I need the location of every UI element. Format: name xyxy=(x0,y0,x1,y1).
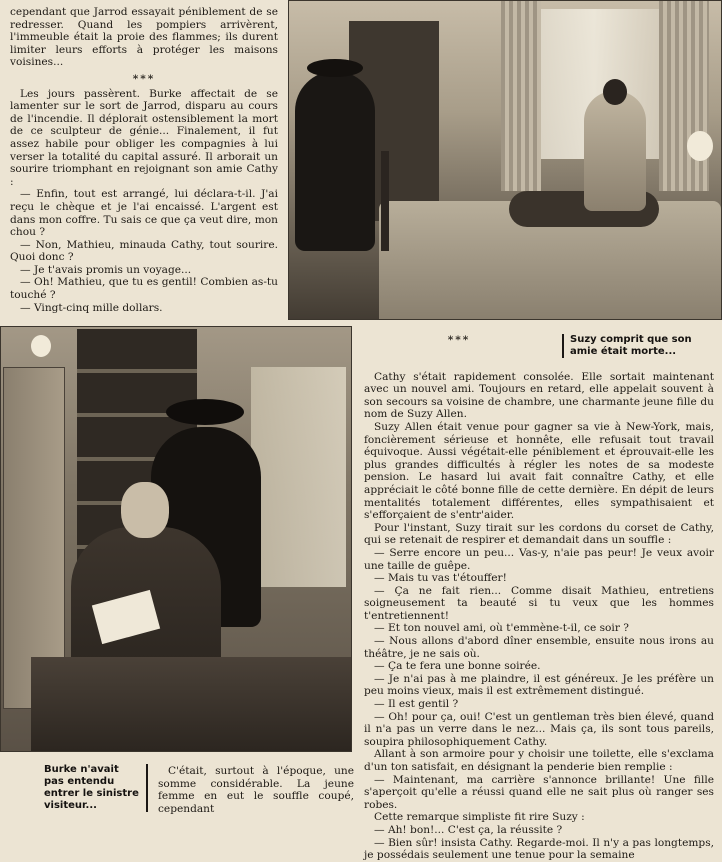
curtain xyxy=(659,1,709,191)
paragraph: Allant à son armoire pour y choisir une toilette, elle s'exclama d'un ton satisfait, en désignant la penderie bien remplie : xyxy=(364,748,714,773)
paragraph: Pour l'instant, Suzy tirait sur les cordons du corset de Cathy, qui se retenait de respirer et demandait dans un souffle : xyxy=(364,521,714,547)
hat xyxy=(307,59,363,77)
photo-study-scene xyxy=(0,326,352,752)
bed-headboard xyxy=(381,151,389,251)
lamp xyxy=(687,131,713,161)
paragraph: — Et ton nouvel ami, où t'emmène-t-il, ce soir ? xyxy=(374,622,629,635)
paragraph: — Je t'avais promis un voyage... xyxy=(20,263,192,276)
text-column-top-left xyxy=(10,6,278,318)
cloaked-figure xyxy=(295,71,375,251)
paragraph: — Vingt-cinq mille dollars. xyxy=(20,301,163,314)
paragraph: — Bien sûr! insista Cathy. Regarde-moi. Il n'y a pas longtemps, je possédais seulement une tenue pour la semaine xyxy=(364,836,714,862)
paragraph: — Je n'ai pas à me plaindre, il est généreux. Je les préfère un peu moins vieux, mais il est extrêmement distingué. xyxy=(364,672,714,698)
paragraph: — Ça te fera une bonne soirée. xyxy=(374,660,541,673)
paragraph: — Ça ne fait rien... Comme disait Mathieu, entretiens soigneusement ta beauté si tu veux que les hommes t'entretiennent! xyxy=(364,584,714,622)
caption-text: Suzy comprit que son amie était morte... xyxy=(570,334,692,357)
woman-head xyxy=(603,79,627,105)
intruder-hat xyxy=(166,399,244,425)
paragraph: — Maintenant, ma carrière s'annonce brillante! Une fille s'aperçoit qu'elle a réussi quand elle ne sait plus où ranger ses robes. xyxy=(364,773,714,811)
text-column-right xyxy=(364,330,714,862)
window xyxy=(251,367,346,587)
paragraph: — Enfin, tout est arrangé, lui déclara-t-il. J'ai reçu le chèque et je l'ai encaissé. L'argent est dans mon coffre. Tu sais ce que ça veut dire, mon chou ? xyxy=(10,188,278,239)
paragraph: C'était, surtout à l'époque, une somme considérable. La jeune femme en eut le souffle coupé, cependant xyxy=(158,765,354,815)
paragraph: — Mais tu vas t'étouffer! xyxy=(374,572,507,585)
paragraph: — Serre encore un peu... Vas-y, n'aie pas peur! Je veux avoir une taille de guêpe. xyxy=(364,546,714,572)
paragraph: Les jours passèrent. Burke affectait de se lamenter sur le sort de Jarrod, disparu au cours de l'incendie. Il déplorait ostensiblement la mort de ce sculpteur de génie... Finalement, il fut assez habile pour obliger les compagnies à lui verser la totalité du capital assuré. Il arborait un sourire triomphant en rejoignant son amie Cathy : xyxy=(10,87,278,188)
paragraph: — Il est gentil ? xyxy=(374,698,459,711)
photo-caption xyxy=(44,764,148,812)
paragraph: — Non, Mathieu, minauda Cathy, tout sourire. Quoi donc ? xyxy=(10,238,278,264)
paragraph: — Oh! pour ça, oui! C'est un gentleman très bien élevé, quand il n'a pas un verre dans le nez... Mais ça, ils sont tous pareils, soupira philosophiquement Cathy. xyxy=(364,710,714,748)
paragraph: Cathy s'était rapidement consolée. Elle sortait maintenant avec un nouvel ami. Toujours en retard, elle appelait souvent à son secours sa voisine de chambre, une charmante jeune fille du nom de Suzy Allen. xyxy=(364,370,714,421)
section-separator: *** xyxy=(447,334,471,346)
photo-bedroom-scene xyxy=(288,0,722,320)
text-column-bottom-middle xyxy=(158,765,354,815)
paragraph: — Nous allons d'abord dîner ensemble, ensuite nous irons au théâtre, je ne sais où. xyxy=(364,635,714,660)
paragraph: — Oh! Mathieu, que tu es gentil! Combien as-tu touché ? xyxy=(10,276,278,302)
wall-lamp xyxy=(31,335,51,357)
paragraph: cependant que Jarrod essayait péniblement de se redresser. Quand les pompiers arrivèrent, l'immeuble était la proie des flammes; ils durent limiter leurs efforts à protéger les maisons voisines... xyxy=(10,6,278,69)
paragraph: Suzy Allen était venue pour gagner sa vie à New-York, mais, foncièrement sérieuse et honnête, elle refusait tout travail équivoque. Aussi végétait-elle péniblement et éprouvait-elle les plus grandes difficultés à régler les notes de sa modeste pension. Le hasard lui avait fait connaître Cathy, et elle appréciait le côté bonne fille de cette dernière. En dépit de leurs mentalités totalement différentes, elles sympathisaient et s'efforçaient de s'entr'aider. xyxy=(364,420,714,522)
caption-text: Burke n'avait pas entendu entrer le sinistre visiteur... xyxy=(44,764,139,811)
man-head xyxy=(121,482,169,538)
paragraph: Cette remarque simpliste fit rire Suzy : xyxy=(374,811,585,824)
woman-figure xyxy=(584,91,646,211)
desk xyxy=(31,657,351,751)
paragraph: — Ah! bon!... C'est ça, la réussite ? xyxy=(374,823,563,836)
curtain xyxy=(501,1,541,191)
section-separator: *** xyxy=(132,72,156,85)
